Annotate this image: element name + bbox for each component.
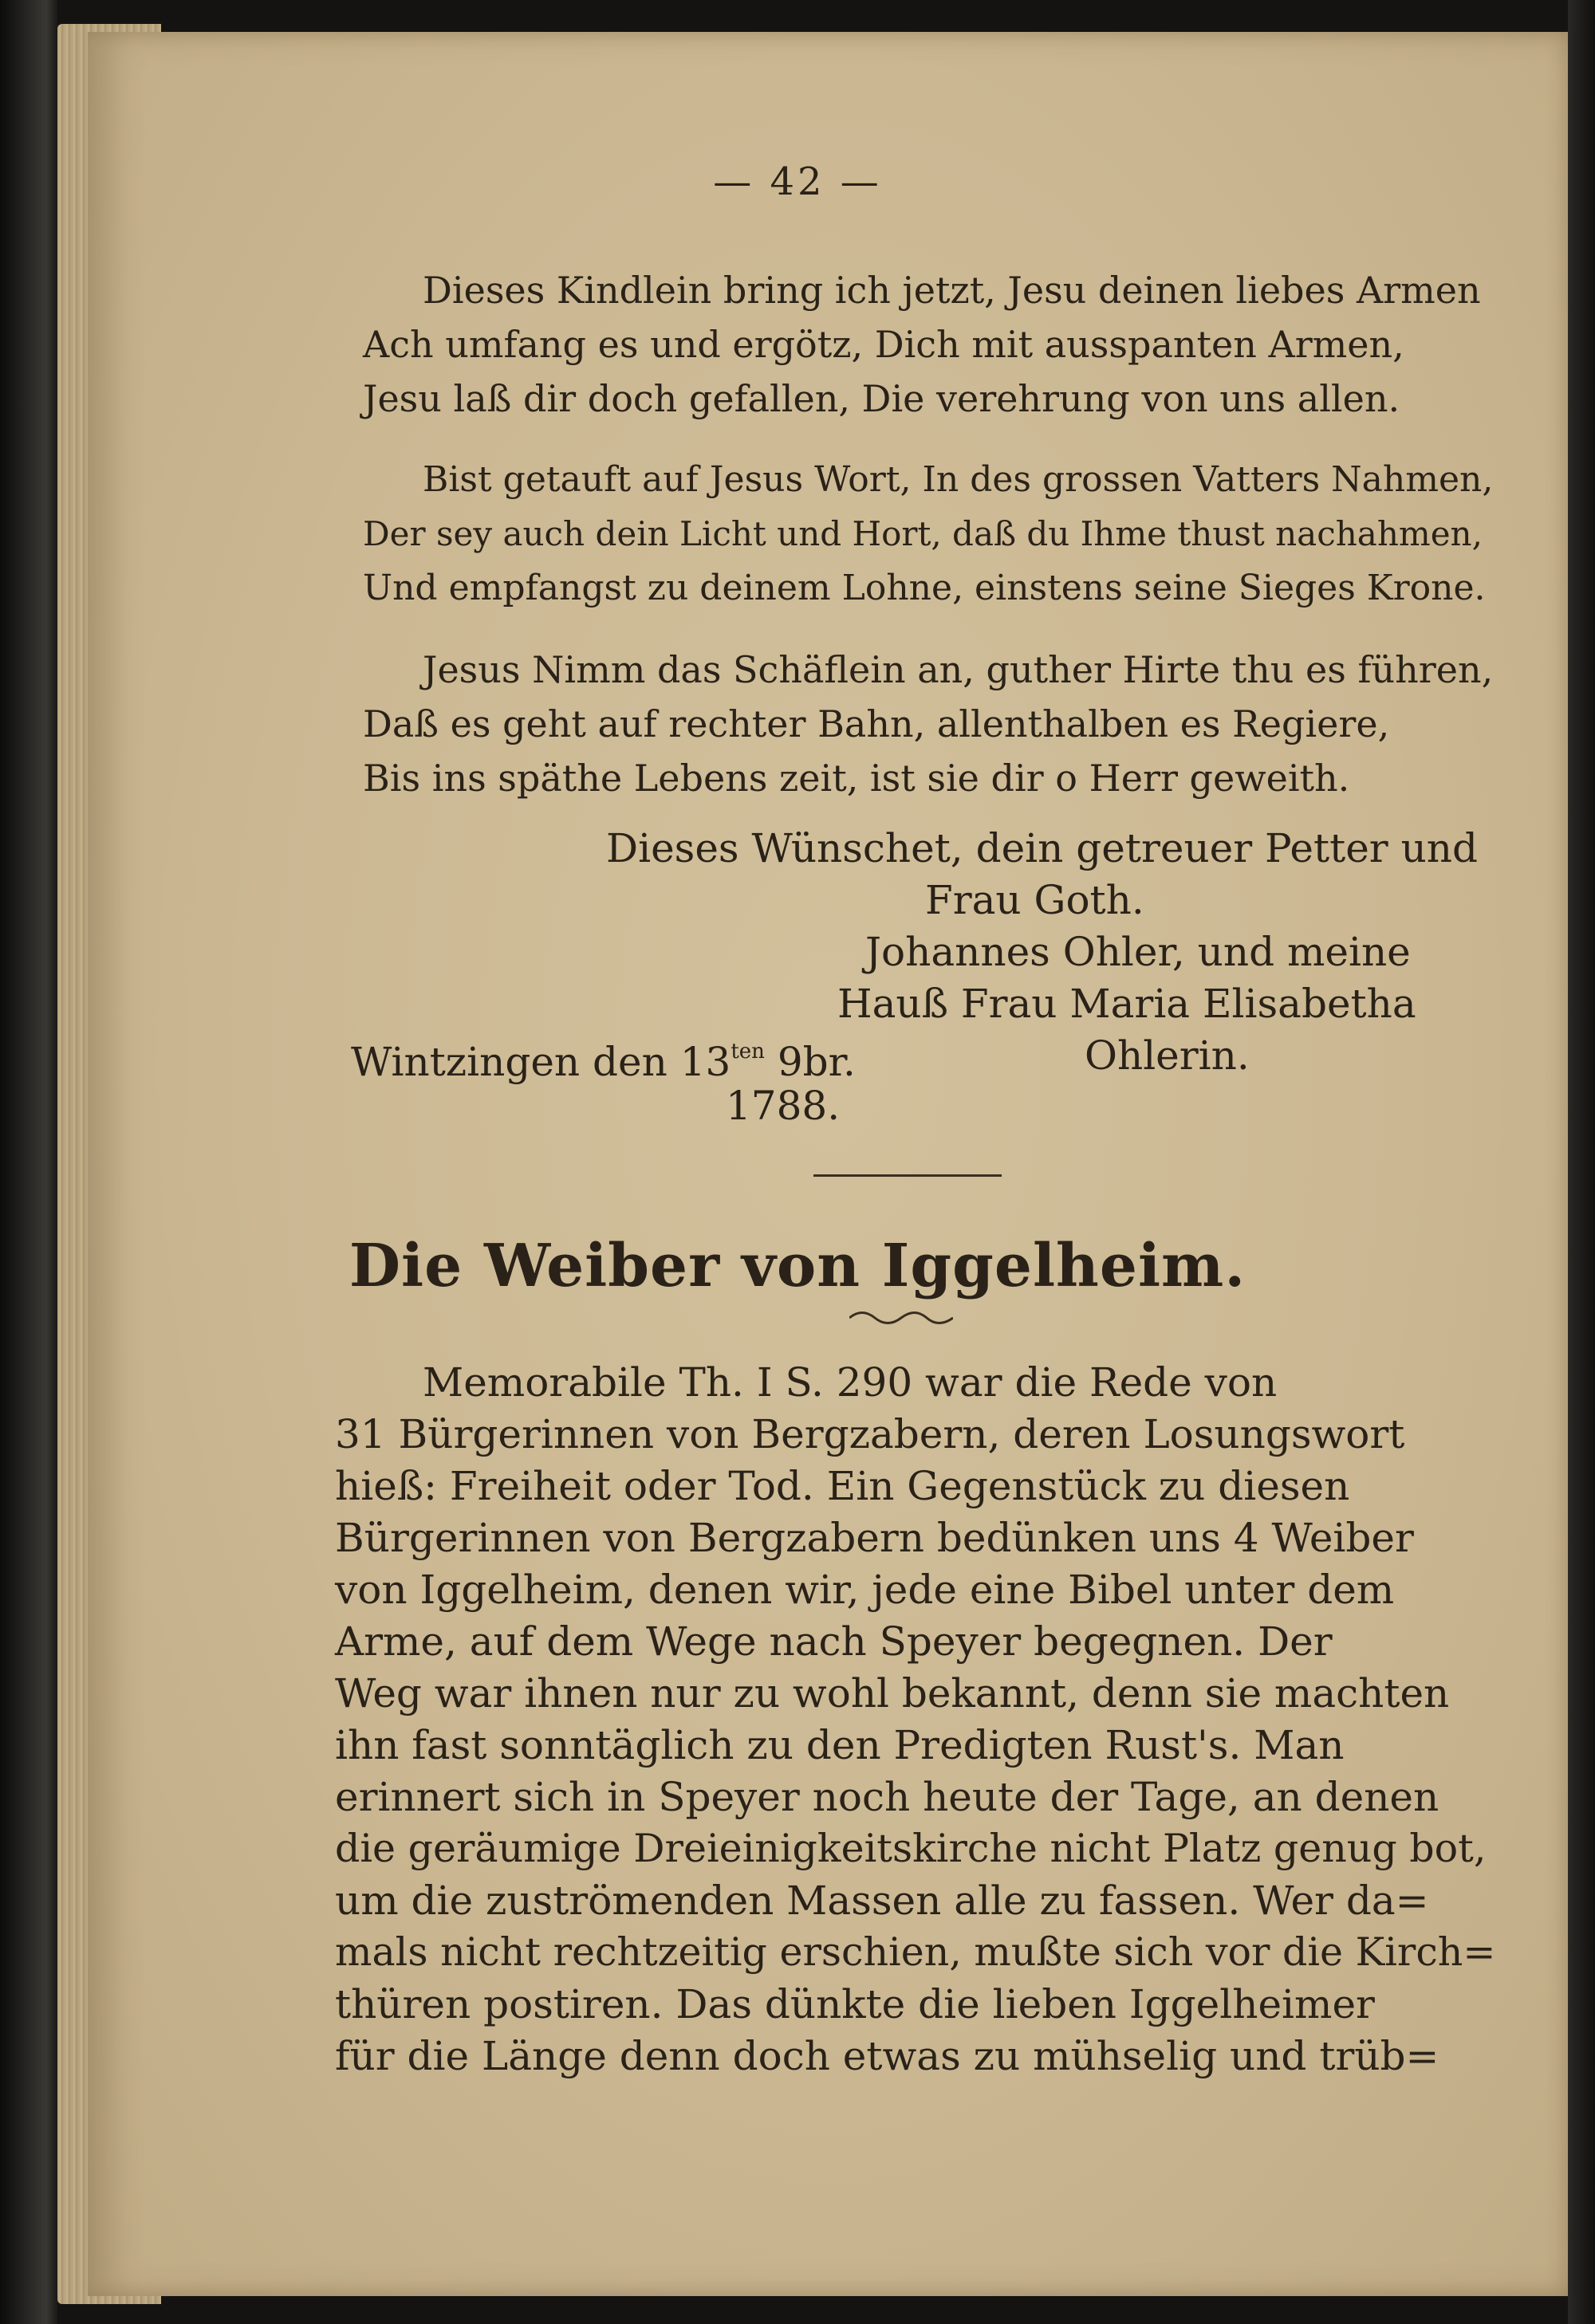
poem-line: Der sey auch dein Licht und Hort, daß du Ihme thust nachahmen,	[363, 514, 1483, 553]
poem-line: Jesu laß dir doch gefallen, Die verehrung von uns allen.	[363, 377, 1400, 420]
book-binding	[0, 0, 57, 2324]
poem-line: Bis ins späthe Lebens zeit, ist sie dir o Herr geweith.	[363, 757, 1350, 800]
prose-line: Bürgerinnen von Bergzabern bedünken uns 4 Weiber	[335, 1515, 1414, 1561]
prose-line: thüren postiren. Das dünkte die lieben Iggelheimer	[335, 1981, 1375, 2027]
signature-line: Ohlerin.	[1085, 1032, 1250, 1079]
prose-line: Memorabile Th. I S. 290 war die Rede von	[423, 1359, 1278, 1406]
page-number: — 42 —	[713, 159, 882, 204]
prose-line: 31 Bürgerinnen von Bergzabern, deren Losungswort	[335, 1411, 1405, 1457]
prose-line: ihn fast sonntäglich zu den Predigten Rust's. Man	[335, 1722, 1345, 1768]
prose-line: von Iggelheim, denen wir, jede eine Bibel unter dem	[335, 1567, 1395, 1613]
prose-line: Weg war ihnen nur zu wohl bekannt, denn sie machten	[335, 1670, 1450, 1716]
section-title: Die Weiber von Iggelheim.	[349, 1232, 1246, 1300]
poem-line: Daß es geht auf rechter Bahn, allenthalben es Regiere,	[363, 702, 1390, 745]
prose-line: erinnert sich in Speyer noch heute der Tage, an denen	[335, 1774, 1439, 1820]
poem-line: Ach umfang es und ergötz, Dich mit ausspanten Armen,	[363, 323, 1404, 366]
date-superscript: ten	[731, 1040, 765, 1064]
poem-line: Bist getauft auf Jesus Wort, In des grossen Vatters Nahmen,	[423, 459, 1494, 500]
prose-line: die geräumige Dreieinigkeitskirche nicht Platz genug bot,	[335, 1826, 1487, 1871]
prose-line: Arme, auf dem Wege nach Speyer begegnen. Der	[335, 1618, 1333, 1665]
book-edge-right	[1568, 0, 1595, 2324]
place-date: Wintzingen den $13^{ten}$ 9br.	[351, 1039, 856, 1085]
signature-line: Hauß Frau Maria Elisabetha	[837, 981, 1416, 1027]
signature-year: 1788.	[726, 1083, 841, 1129]
prose-line: hieß: Freiheit oder Tod. Ein Gegenstück zu diesen	[335, 1463, 1350, 1509]
poem-line: Dieses Kindlein bring ich jetzt, Jesu deinen liebes Armen	[423, 269, 1481, 312]
title-ornament	[849, 1307, 953, 1328]
prose-line: um die zuströmenden Massen alle zu fassen. Wer da=	[335, 1878, 1429, 1924]
poem-line: Und empfangst zu deinem Lohne, einstens seine Sieges Krone.	[363, 568, 1486, 608]
prose-line: mals nicht rechtzeitig erschien, mußte sich vor die Kirch=	[335, 1929, 1496, 1975]
prose-line: für die Länge denn doch etwas zu mühselig und trüb=	[335, 2033, 1439, 2079]
signature-line: Dieses Wünschet, dein getreuer Petter und	[606, 825, 1478, 871]
signature-line: Johannes Ohler, und meine	[865, 929, 1411, 975]
section-divider	[813, 1174, 1002, 1177]
poem-line: Jesus Nimm das Schäflein an, guther Hirte thu es führen,	[423, 648, 1494, 691]
signature-line: Frau Goth.	[925, 877, 1144, 923]
